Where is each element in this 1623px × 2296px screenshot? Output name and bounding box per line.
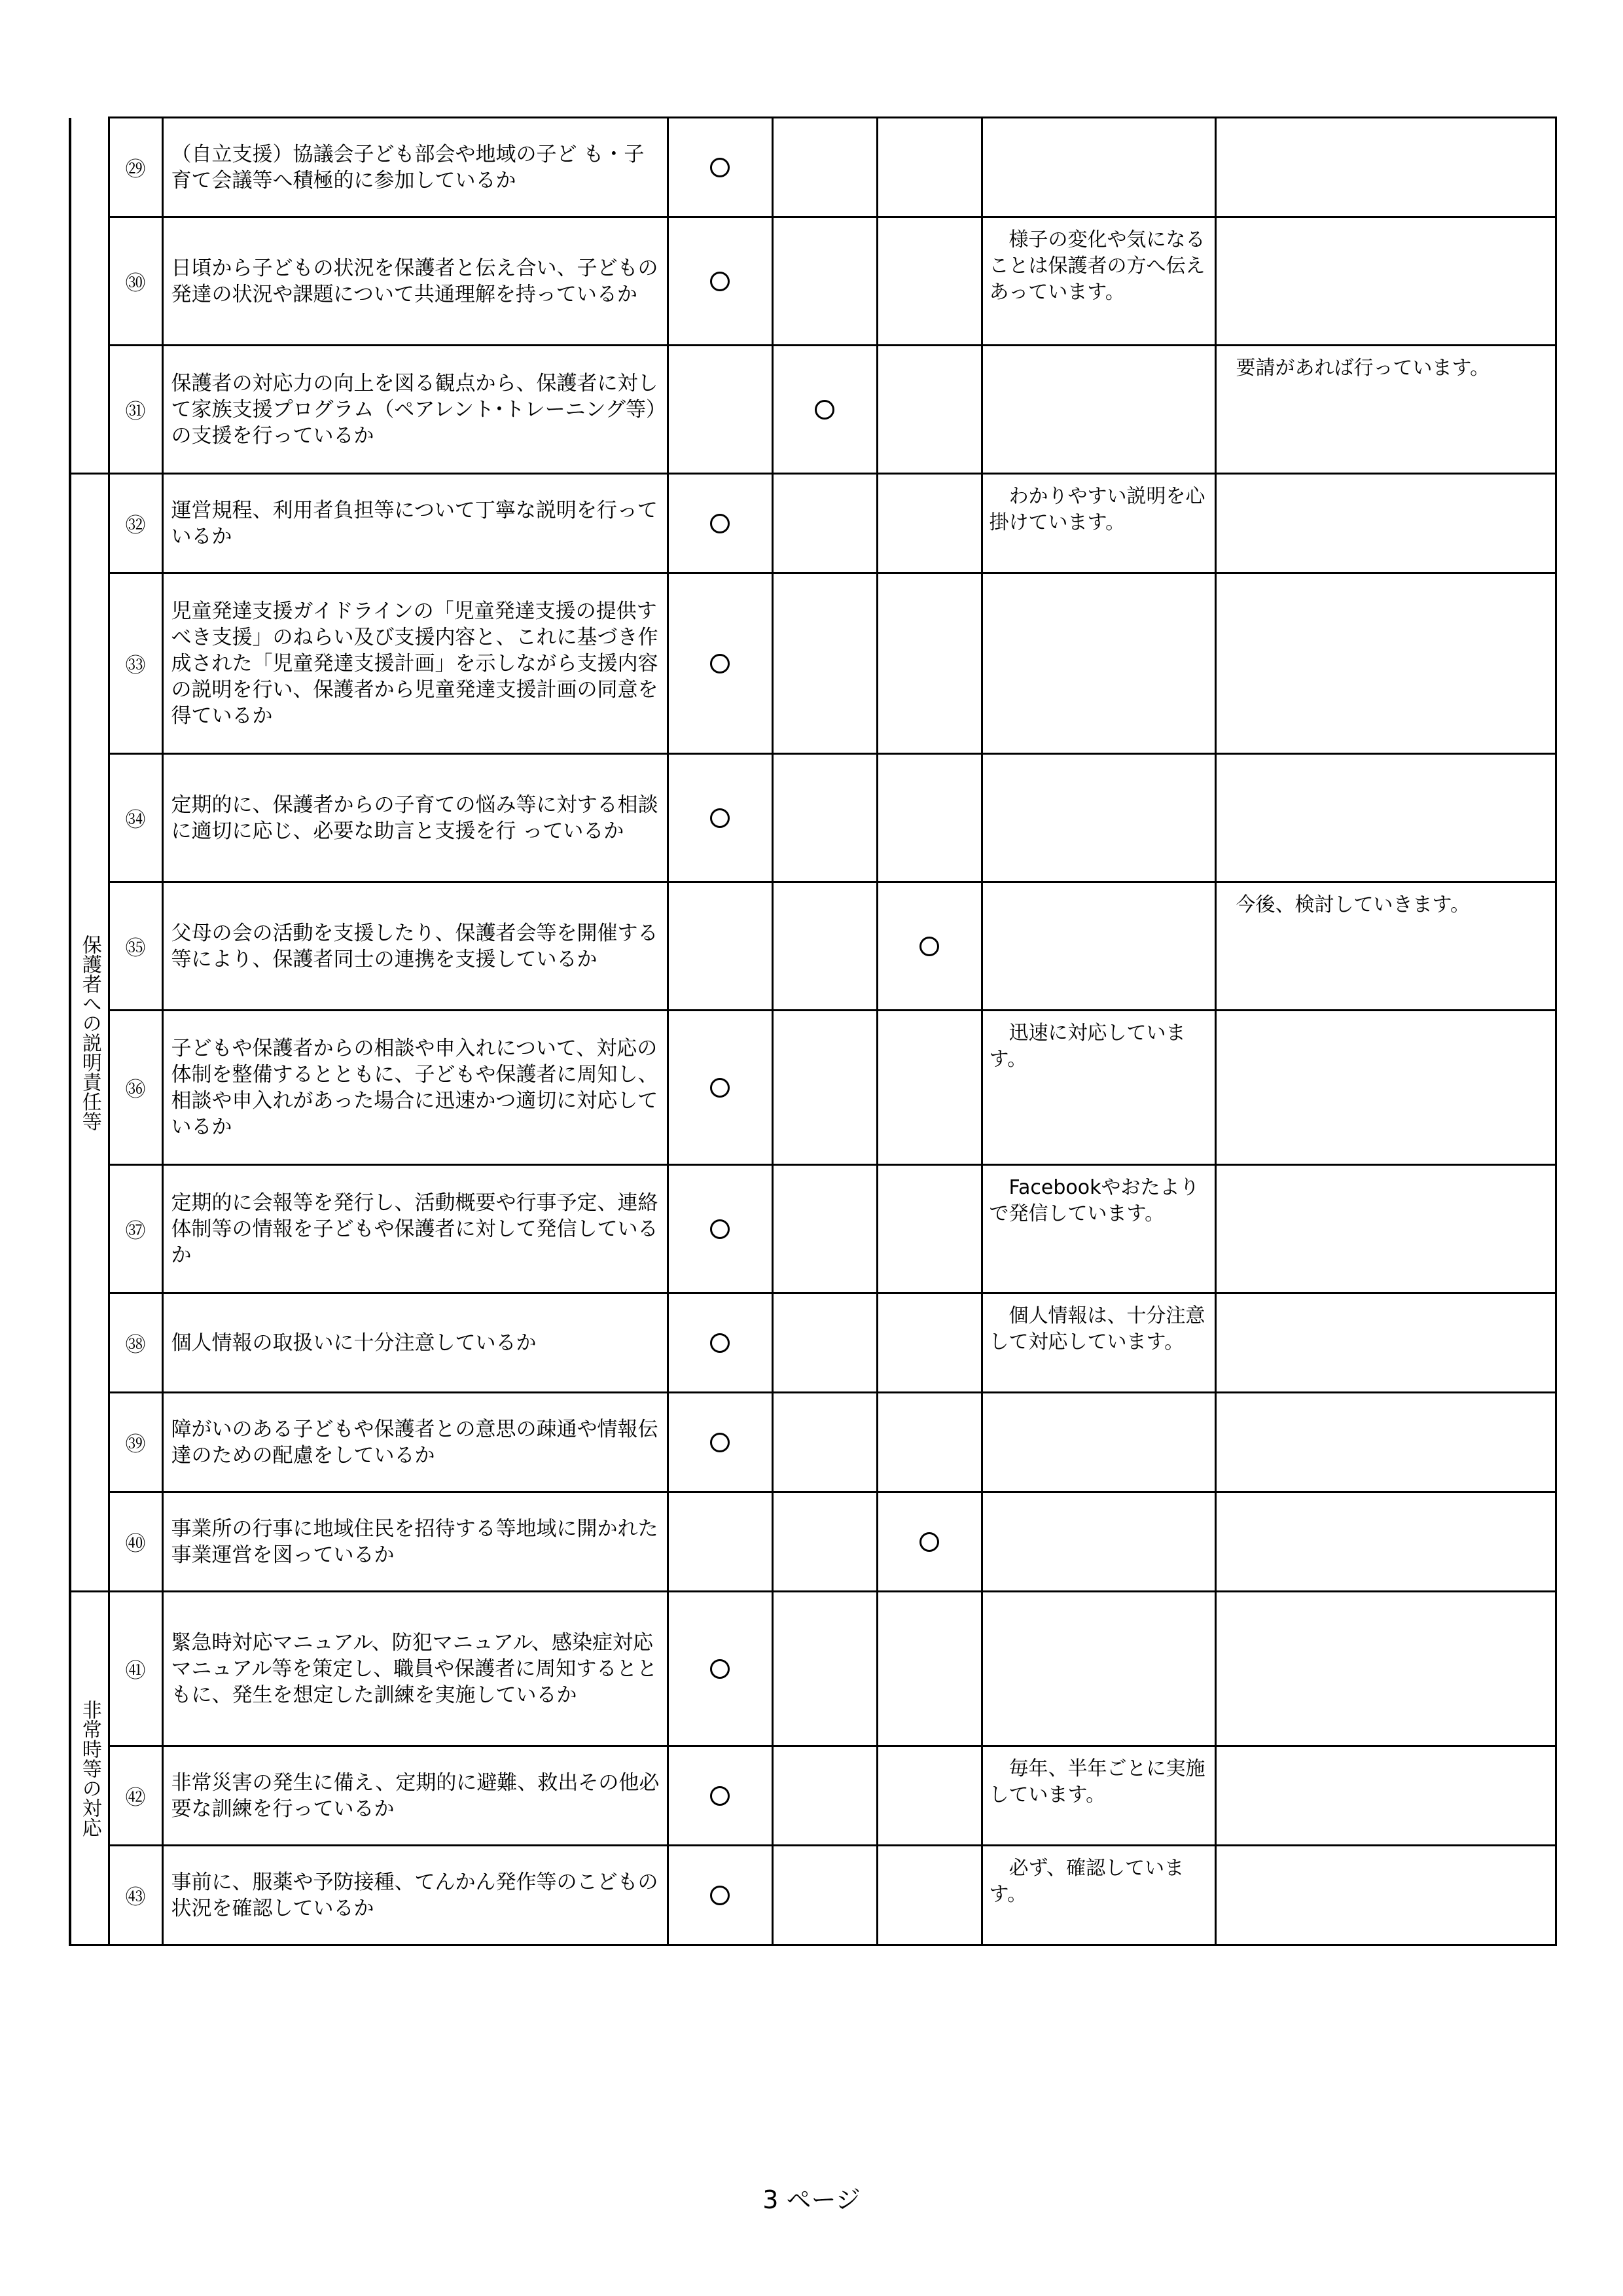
item-number: ㉜ <box>109 474 162 573</box>
improvement-note: 様子の変化や気になることは保護者の方へ伝えあっています。 <box>982 217 1215 346</box>
answer-no-cell <box>877 474 982 573</box>
item-number: ㉟ <box>109 882 162 1011</box>
improvement-note <box>982 882 1215 1011</box>
improvement-note <box>982 1492 1215 1592</box>
answer-partial-cell <box>772 1165 877 1293</box>
category-cell <box>70 118 109 474</box>
improvement-note: 迅速に対応しています。 <box>982 1011 1215 1165</box>
answer-yes-cell <box>668 346 772 474</box>
answer-partial-cell <box>772 217 877 346</box>
answer-partial-cell <box>772 1846 877 1945</box>
answer-no-cell <box>877 118 982 217</box>
circle-mark-icon <box>710 272 730 291</box>
answer-partial-cell <box>772 118 877 217</box>
answer-no-cell <box>877 1592 982 1746</box>
answer-partial-cell <box>772 1592 877 1746</box>
improvement-note <box>982 346 1215 474</box>
comment-cell <box>1215 1165 1556 1293</box>
comment-cell <box>1215 1293 1556 1393</box>
comment-cell <box>1215 1846 1556 1945</box>
answer-no-cell <box>877 1011 982 1165</box>
table-row <box>70 346 1556 474</box>
improvement-note <box>982 118 1215 217</box>
question-text: 父母の会の活動を支援したり、保護者会等を開催する等により、保護者同士の連携を支援しているか <box>162 882 668 1011</box>
circle-mark-icon <box>710 808 730 828</box>
answer-yes-cell <box>668 1165 772 1293</box>
improvement-note <box>982 1393 1215 1492</box>
circle-mark-icon <box>710 158 730 177</box>
table-row <box>70 474 1556 573</box>
item-number: ㊲ <box>109 1165 162 1293</box>
answer-no-cell <box>877 754 982 882</box>
answer-partial-cell <box>772 1492 877 1592</box>
comment-cell <box>1215 1492 1556 1592</box>
answer-no-cell <box>877 1846 982 1945</box>
improvement-note <box>982 754 1215 882</box>
circle-mark-icon <box>710 1219 730 1239</box>
answer-yes-cell <box>668 754 772 882</box>
question-text: 個人情報の取扱いに十分注意しているか <box>162 1293 668 1393</box>
answer-partial-cell <box>772 882 877 1011</box>
answer-partial-cell <box>772 346 877 474</box>
circle-mark-icon <box>710 1886 730 1905</box>
question-text: 定期的に会報等を発行し、活動概要や行事予定、連絡体制等の情報を子どもや保護者に対して発信しているか <box>162 1165 668 1293</box>
question-text: 非常災害の発生に備え、定期的に避難、救出その他必要な訓練を行っているか <box>162 1746 668 1846</box>
table-row <box>70 217 1556 346</box>
comment-cell <box>1215 573 1556 754</box>
answer-partial-cell <box>772 573 877 754</box>
answer-yes-cell <box>668 573 772 754</box>
answer-no-cell <box>877 1293 982 1393</box>
circle-mark-icon <box>710 1659 730 1679</box>
item-number: ㉝ <box>109 573 162 754</box>
answer-no-cell <box>877 1393 982 1492</box>
improvement-note <box>982 1592 1215 1746</box>
improvement-note <box>982 573 1215 754</box>
table-row <box>70 882 1556 1011</box>
item-number: ㊴ <box>109 1393 162 1492</box>
circle-mark-icon <box>710 1333 730 1353</box>
circle-mark-icon <box>815 400 834 420</box>
page-number: 3 ページ <box>762 2185 861 2214</box>
item-number: ㉚ <box>109 217 162 346</box>
item-number: ㉙ <box>109 118 162 217</box>
answer-yes-cell <box>668 1492 772 1592</box>
category-cell <box>70 1592 109 1945</box>
comment-cell <box>1215 1592 1556 1746</box>
answer-yes-cell <box>668 1011 772 1165</box>
answer-yes-cell <box>668 1846 772 1945</box>
answer-yes-cell <box>668 474 772 573</box>
answer-no-cell <box>877 573 982 754</box>
answer-yes-cell <box>668 882 772 1011</box>
improvement-note: わかりやすい説明を心掛けています。 <box>982 474 1215 573</box>
comment-cell: 今後、検討していきます。 <box>1215 882 1556 1011</box>
answer-partial-cell <box>772 1746 877 1846</box>
table-row <box>70 1011 1556 1165</box>
answer-partial-cell <box>772 1393 877 1492</box>
improvement-note: Facebookやおたよりで発信しています。 <box>982 1165 1215 1293</box>
question-text: 児童発達支援ガイドラインの「児童発達支援の提供すべき支援」のねらい及び支援内容と、これに基づき作成された「児童発達支援計画」を示しながら支援内容の説明を行い、保護者から児童発達支援計画の同意を得ているか <box>162 573 668 754</box>
table-row <box>70 1746 1556 1846</box>
category-cell <box>70 474 109 1592</box>
question-text: （自立支援）協議会子ども部会や地域の子ど も・子育て会議等へ積極的に参加しているか <box>162 118 668 217</box>
category-label: 非常時等の対応 <box>78 1699 101 1837</box>
question-text: 事業所の行事に地域住民を招待する等地域に開かれた事業運営を図っているか <box>162 1492 668 1592</box>
circle-mark-icon <box>710 1786 730 1806</box>
question-text: 定期的に、保護者からの子育ての悩み等に対する相談に適切に応じ、必要な助言と支援を行 っているか <box>162 754 668 882</box>
item-number: ㊵ <box>109 1492 162 1592</box>
answer-yes-cell <box>668 1592 772 1746</box>
item-number: ㉞ <box>109 754 162 882</box>
question-text: 子どもや保護者からの相談や申入れについて、対応の体制を整備するとともに、子どもや保護者に周知し、相談や申入れがあった場合に迅速かつ適切に対応しているか <box>162 1011 668 1165</box>
question-text: 事前に、服薬や予防接種、てんかん発作等のこどもの状況を確認しているか <box>162 1846 668 1945</box>
comment-cell: 要請があれば行っています。 <box>1215 346 1556 474</box>
item-number: ㊳ <box>109 1293 162 1393</box>
improvement-note: 個人情報は、十分注意して対応しています。 <box>982 1293 1215 1393</box>
table-row <box>70 1393 1556 1492</box>
item-number: ㊱ <box>109 1011 162 1165</box>
question-text: 運営規程、利用者負担等について丁寧な説明を行っているか <box>162 474 668 573</box>
improvement-note: 毎年、半年ごとに実施しています。 <box>982 1746 1215 1846</box>
comment-cell <box>1215 1746 1556 1846</box>
table-row <box>70 573 1556 754</box>
table-row <box>70 1293 1556 1393</box>
category-label: 保護者への説明責任等 <box>78 934 101 1131</box>
answer-partial-cell <box>772 754 877 882</box>
comment-cell <box>1215 474 1556 573</box>
comment-cell <box>1215 1393 1556 1492</box>
item-number: ㊷ <box>109 1746 162 1846</box>
answer-no-cell <box>877 1746 982 1846</box>
circle-mark-icon <box>919 1532 939 1552</box>
item-number: ㊸ <box>109 1846 162 1945</box>
comment-cell <box>1215 217 1556 346</box>
answer-no-cell <box>877 346 982 474</box>
evaluation-table <box>69 117 1557 1946</box>
answer-yes-cell <box>668 1746 772 1846</box>
table-row <box>70 754 1556 882</box>
answer-partial-cell <box>772 474 877 573</box>
circle-mark-icon <box>710 1433 730 1452</box>
circle-mark-icon <box>919 937 939 956</box>
circle-mark-icon <box>710 1078 730 1098</box>
table-row <box>70 118 1556 217</box>
comment-cell <box>1215 1011 1556 1165</box>
question-text: 緊急時対応マニュアル、防犯マニュアル、感染症対応マニュアル等を策定し、職員や保護者に周知するとともに、発生を想定した訓練を実施しているか <box>162 1592 668 1746</box>
table-row <box>70 1165 1556 1293</box>
table-row <box>70 1846 1556 1945</box>
answer-yes-cell <box>668 1293 772 1393</box>
question-text: 保護者の対応力の向上を図る観点から、保護者に対して家族支援プログラム（ペアレント･トレーニング等）の支援を行っているか <box>162 346 668 474</box>
answer-yes-cell <box>668 1393 772 1492</box>
answer-no-cell <box>877 1165 982 1293</box>
comment-cell <box>1215 118 1556 217</box>
answer-no-cell <box>877 217 982 346</box>
answer-yes-cell <box>668 217 772 346</box>
circle-mark-icon <box>710 514 730 533</box>
answer-partial-cell <box>772 1011 877 1165</box>
question-text: 日頃から子どもの状況を保護者と伝え合い、子どもの発達の状況や課題について共通理解を持っているか <box>162 217 668 346</box>
answer-yes-cell <box>668 118 772 217</box>
comment-cell <box>1215 754 1556 882</box>
improvement-note: 必ず、確認しています。 <box>982 1846 1215 1945</box>
item-number: ㊶ <box>109 1592 162 1746</box>
circle-mark-icon <box>710 654 730 673</box>
table-row <box>70 1492 1556 1592</box>
item-number: ㉛ <box>109 346 162 474</box>
answer-partial-cell <box>772 1293 877 1393</box>
answer-no-cell <box>877 1492 982 1592</box>
question-text: 障がいのある子どもや保護者との意思の疎通や情報伝達のための配慮をしているか <box>162 1393 668 1492</box>
answer-no-cell <box>877 882 982 1011</box>
table-row <box>70 1592 1556 1746</box>
